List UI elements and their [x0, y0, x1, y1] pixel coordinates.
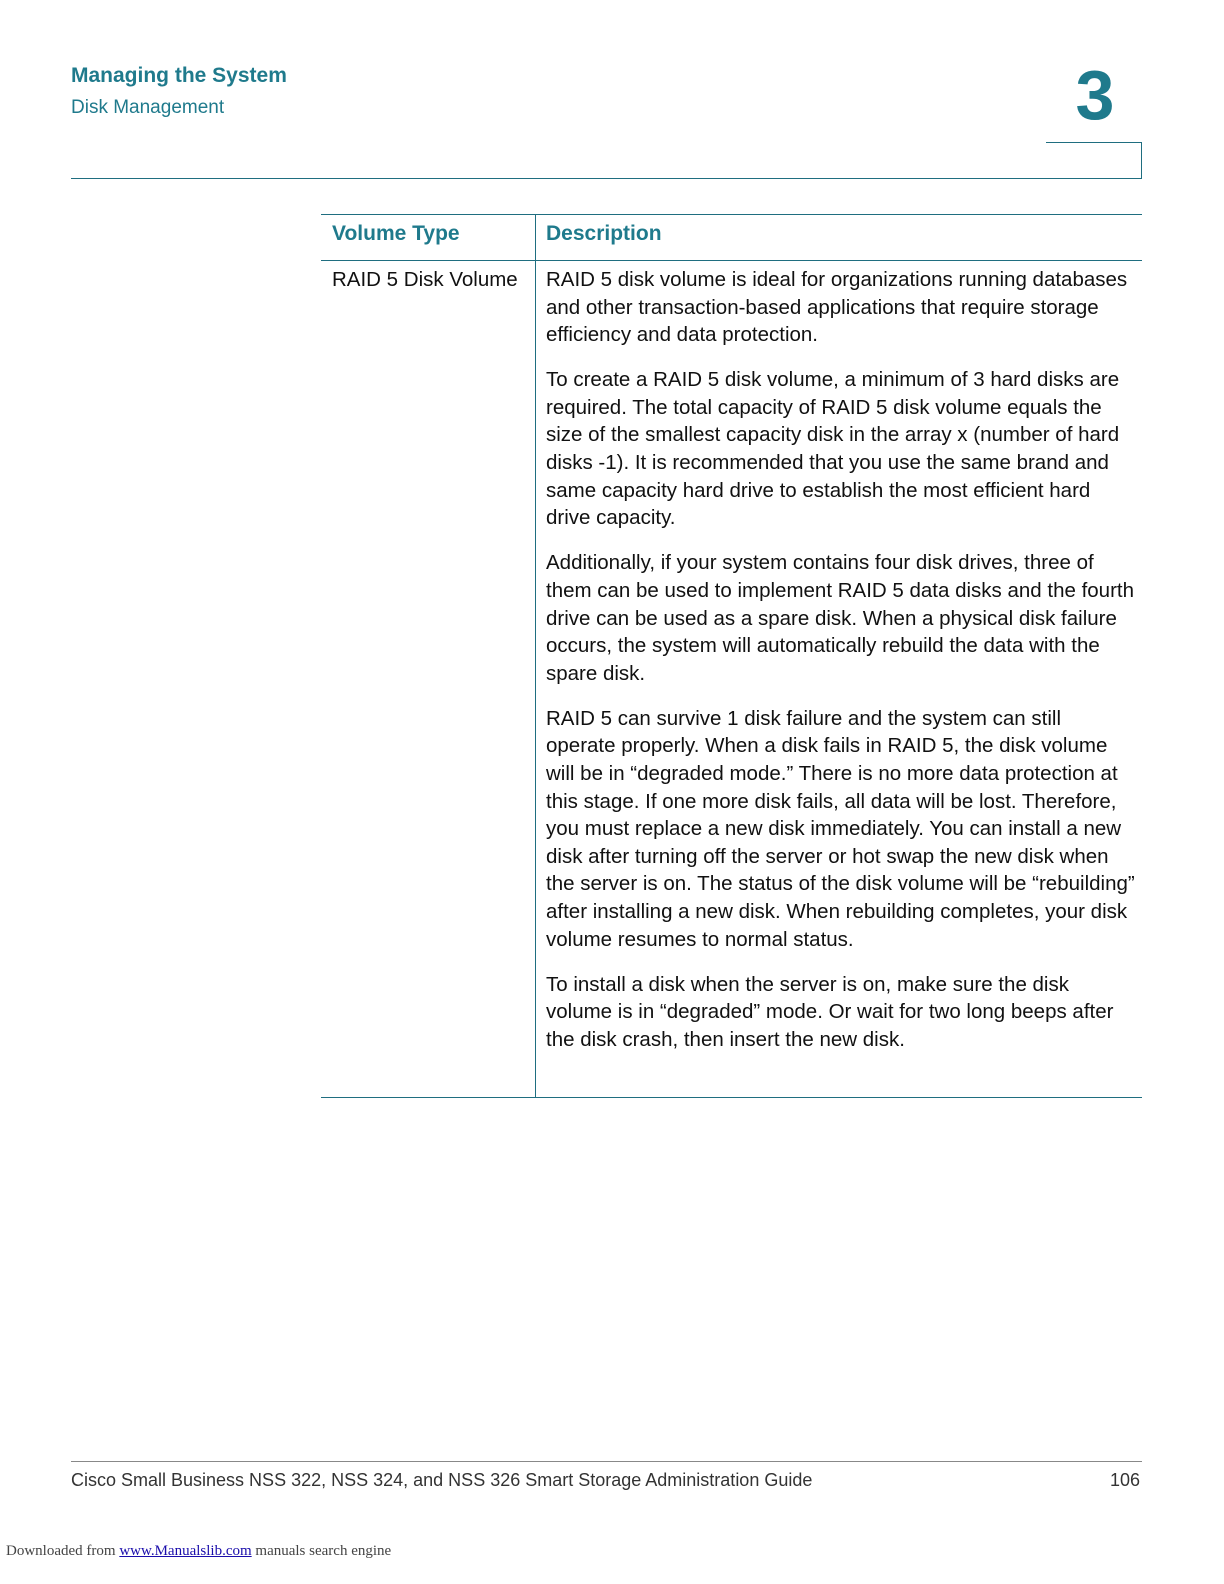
download-attribution	[6, 1543, 391, 1560]
description-cell	[546, 266, 1136, 1071]
download-prefix: Downloaded from	[6, 1543, 116, 1559]
download-suffix: manuals search engine	[255, 1543, 392, 1559]
header-divider	[71, 178, 1142, 179]
description-paragraph: RAID 5 can survive 1 disk failure and the system can still operate properly. When a disk fails in RAID 5, the disk volume will be in “degraded mode.” There is no more data protection at this stage. If one more disk fails, all data will be lost. Therefore, you must replace a new disk immediately. You can install a new disk after turning off the server or hot swap the new disk when the server is on. The status of the disk volume will be “rebuilding” after installing a new disk. When rebuilding completes, your disk volume resumes to normal status.	[546, 706, 1135, 951]
chapter-number: 3	[1075, 56, 1115, 134]
footer-divider	[71, 1461, 1142, 1462]
volume-type-table	[321, 214, 1142, 1098]
description-paragraph: Additionally, if your system contains four disk drives, three of them can be used to implement RAID 5 data disks and the fourth drive can be used as a spare disk. When a physical disk failure occurs, the system will automatically rebuild the data with the spare disk.	[546, 551, 1134, 685]
description-paragraph: To create a RAID 5 disk volume, a minimum of 3 hard disks are required. The total capacity of RAID 5 disk volume equals the size of the smallest capacity disk in the array x (number of hard disks -1). It is recommended that you use the same brand and same capacity hard drive to establish the most efficient hard drive capacity.	[546, 368, 1120, 530]
footer-guide-title: Cisco Small Business NSS 322, NSS 324, and NSS 326 Smart Storage Administration Guide	[71, 1470, 813, 1490]
chapter-tab-frame	[1046, 142, 1142, 179]
volume-type-cell: RAID 5 Disk Volume	[332, 268, 518, 291]
column-header-volume-type: Volume Type	[332, 222, 460, 245]
table-header-row	[321, 215, 1142, 261]
manualslib-link[interactable]: www.Manualslib.com	[119, 1543, 252, 1559]
page-subsection-title: Disk Management	[71, 97, 225, 118]
page-section-title: Managing the System	[71, 64, 287, 87]
description-paragraph: To install a disk when the server is on, make sure the disk volume is in “degraded” mode. Or wait for two long beeps after the disk crash, then insert the new disk.	[546, 972, 1114, 1051]
page-number: 106	[1109, 1470, 1140, 1490]
column-divider	[535, 215, 536, 1097]
description-paragraph: RAID 5 disk volume is ideal for organizations running databases and other transaction-based applications that require storage efficiency and data protection.	[546, 268, 1128, 347]
column-header-description: Description	[546, 222, 662, 245]
